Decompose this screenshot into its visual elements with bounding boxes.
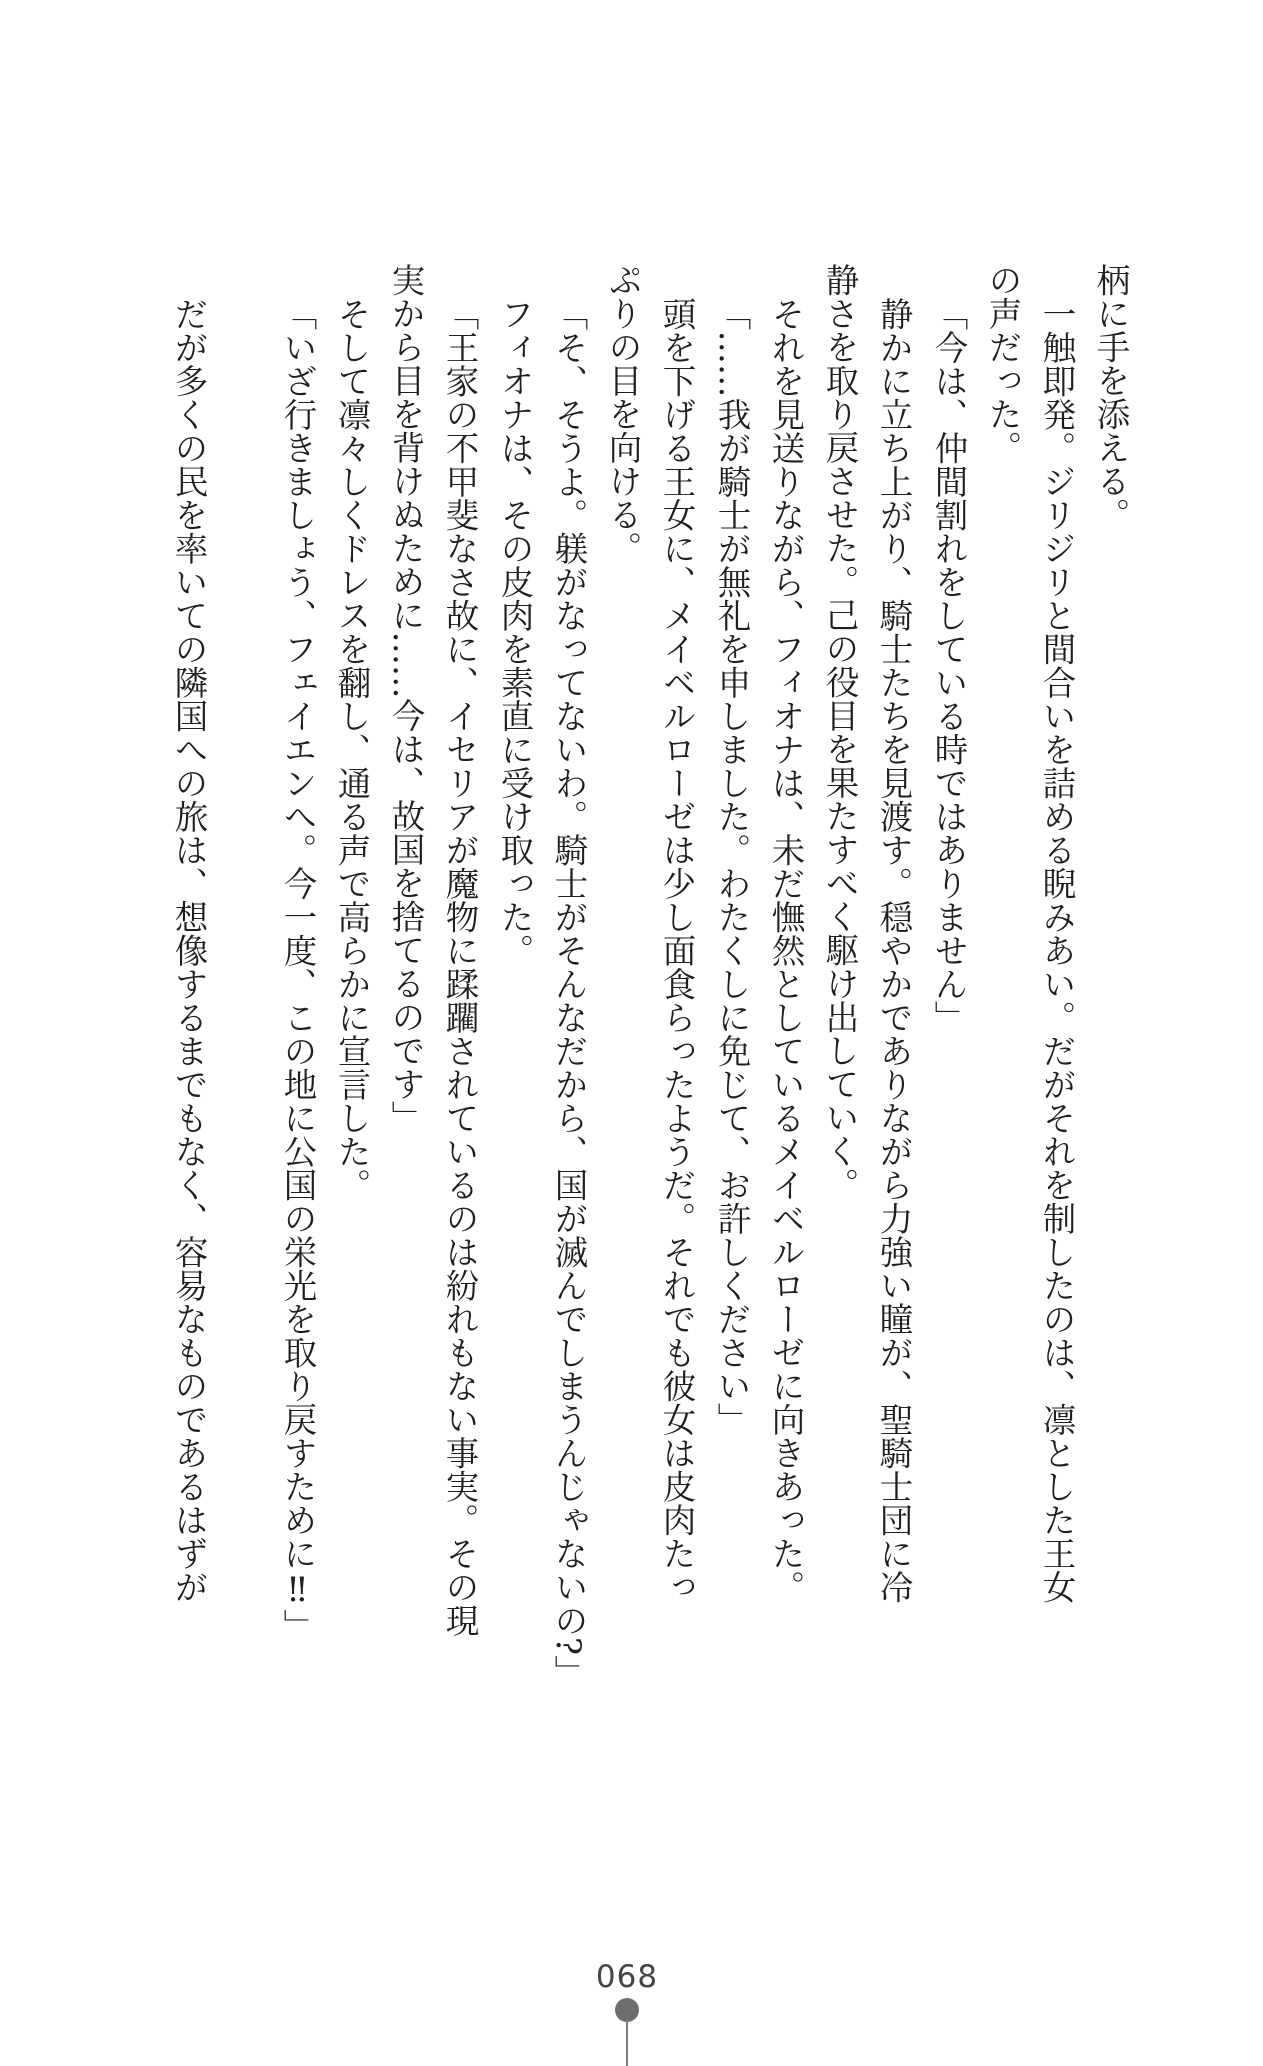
text-line: 静さを取り戻させた。己の役目を果たすべく駆け出していく。	[820, 263, 859, 1201]
text-line: の声だった。	[983, 263, 1022, 464]
text-line: ぷりの目を向ける。	[603, 263, 642, 565]
folio-dot-icon	[615, 1998, 639, 2022]
text-line: だが多くの民を率いての隣国への旅は、想像するまでもなく、容易なものであるはずが	[169, 296, 208, 1603]
text-line: 「いざ行きましょう、フェイエンへ。今一度、この地に公国の栄光を取り戻すために‼」	[278, 296, 317, 1642]
text-line: 「王家の不甲斐なさ故に、イセリアが魔物に蹂躙されているのは紛れもない事実。その現	[440, 296, 479, 1637]
text-line: 「今は、仲間割れをしている時ではありません」	[929, 296, 968, 1034]
text-line: 一触即発。ジリジリと間合いを詰める睨みあい。だがそれを制したのは、凛とした王女	[1037, 296, 1076, 1603]
text-line: 「……我が騎士が無礼を申しました。わたくしに免じて、お許しください」	[712, 296, 751, 1436]
text-line: そして凛々しくドレスを翻し、通る声で高らかに宣言した。	[332, 296, 371, 1201]
text-line: 頭を下げる王女に、メイベルローゼは少し面食らったようだ。それでも彼女は皮肉たっ	[657, 296, 696, 1603]
text-line: 柄に手を添える。	[1091, 263, 1130, 531]
text-line: 静かに立ち上がり、騎士たちを見渡す。穏やかでありながら力強い瞳が、聖騎士団に冷	[874, 296, 913, 1603]
text-line: それを見送りながら、フィオナは、未だ憮然としているメイベルローゼに向きあった。	[766, 296, 805, 1603]
text-line: 「そ、そうよ。躾がなってないわ。騎士がそんなだから、国が滅んでしまうんじゃないの?」	[549, 296, 588, 1688]
page-number: 068	[595, 1959, 659, 1995]
text-line: フィオナは、その皮肉を素直に受け取った。	[495, 296, 534, 967]
folio-rule	[626, 2020, 628, 2066]
text-line: 実から目を背けぬために……今は、故国を捨てるのです」	[386, 263, 425, 1134]
